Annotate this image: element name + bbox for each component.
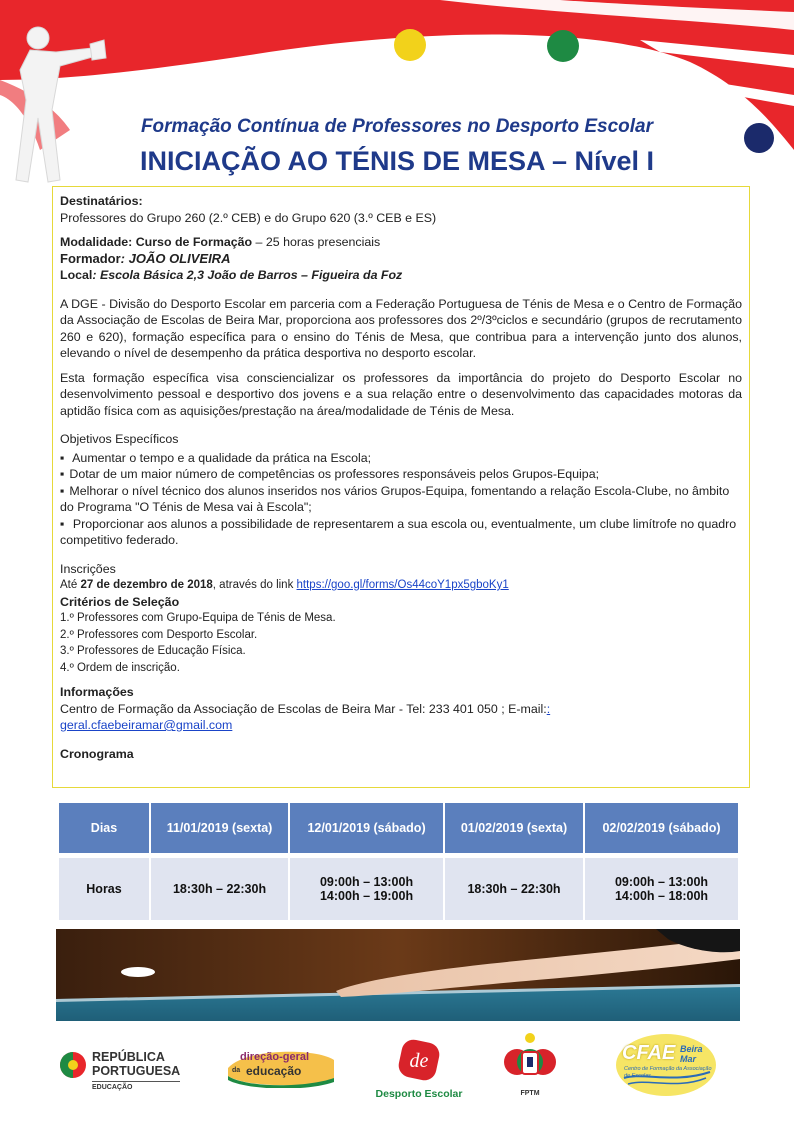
time-range: 09:00h – 13:00h <box>614 875 709 889</box>
dge-line1: direção-geral <box>240 1051 310 1063</box>
table-header: 01/02/2019 (sexta) <box>445 803 583 853</box>
formador-label: Formador <box>60 250 121 266</box>
time-range: 18:30h – 22:30h <box>172 882 267 896</box>
time-range: 14:00h – 18:00h <box>614 889 709 903</box>
fptm-crest-icon <box>502 1032 558 1090</box>
info-box <box>52 186 750 788</box>
table-cell <box>151 858 288 920</box>
table-tennis-photo <box>56 929 740 1021</box>
informacoes-email[interactable]: geral.cfaebeiramar@gmail.com <box>60 718 233 732</box>
fptm-text: FPTM <box>520 1090 540 1097</box>
local-text: : Escola Básica 2,3 João de Barros – Figueira da Foz <box>92 268 403 282</box>
fptm-logo <box>500 1032 560 1104</box>
list-item: ▪ Dotar de um maior número de competências os professores responsáveis pelos Grupos-Equipa; <box>60 466 742 483</box>
table-header-row <box>59 803 738 853</box>
informacoes-text: Centro de Formação da Associação de Escolas de Beira Mar - Tel: 233 401 050 ; E-mail: <box>60 701 547 716</box>
informacoes-colon[interactable]: : <box>546 701 551 716</box>
desporto-mark-text: de <box>409 1050 429 1072</box>
objetivos-title: Objetivos Específicos <box>60 432 179 446</box>
inscricoes-pre: Até <box>60 579 81 591</box>
list-item: 4.º Ordem de inscrição. <box>60 661 180 674</box>
inscricoes-title: Inscrições <box>60 561 116 576</box>
dge-line2: da <box>232 1067 241 1074</box>
republica-line3: EDUCAÇÃO <box>92 1081 180 1091</box>
table-header: Dias <box>59 803 149 853</box>
table-cell <box>445 858 583 920</box>
schedule-table <box>57 803 740 920</box>
course-subtitle: Formação Contínua de Professores no Desporto Escolar <box>140 116 654 137</box>
destinatarios-label: Destinatários: <box>60 194 143 208</box>
modalidade-line <box>60 234 742 251</box>
table-row <box>59 858 738 920</box>
table-cell <box>585 858 738 920</box>
row-label: Horas <box>59 858 149 920</box>
paragraph-1: A DGE - Divisão do Desporto Escolar em parceria com a Federação Portuguesa de Ténis de Mesa e o Centro de Formação da Associação de Escolas de Beira Mar, proporciona aos professores dos 2º/3ºciclos e secundário (grupos de recrutamento 260 e 620), formação específica para o ensino do Ténis de Mesa, que contribua para a intervenção junto dos alunos, elevando o nível de desempenho da prática desportiva no desporto escolar. <box>60 296 742 360</box>
inscricoes-line <box>60 577 742 594</box>
desporto-escolar-mark-icon <box>397 1038 441 1082</box>
local-label: Local <box>60 268 93 282</box>
cfae-desc: Centro de Formação da Associação de Escolas <box>624 1066 712 1079</box>
inscricoes-link[interactable]: https://goo.gl/forms/Os44coY1px5gboKy1 <box>296 579 509 591</box>
logos-row <box>56 1030 740 1110</box>
destinatarios-text: Professores do Grupo 260 (2.º CEB) e do Grupo 620 (3.º CEB e ES) <box>60 210 437 225</box>
list-item: ▪ Aumentar o tempo e a qualidade da prática na Escola; <box>60 450 742 467</box>
formador-line <box>60 251 742 268</box>
inscricoes-date: 27 de dezembro de 2018 <box>80 579 213 591</box>
informacoes-line <box>60 701 742 718</box>
cfae-sub: Beira Mar <box>680 1044 703 1064</box>
cfae-logo <box>614 1032 718 1098</box>
time-range: 18:30h – 22:30h <box>467 882 561 896</box>
time-range: 09:00h – 13:00h <box>319 875 414 889</box>
paragraph-2: Esta formação específica visa consciencializar os professores da importância do projeto do Desporto Escolar no desenvolvimento pessoal e desportivo dos jovens e a sua relação entre o desenvolvimento das capacidades motoras da aptidão física com as aquisições/prestação na área/modalidade de Ténis de Mesa. <box>60 370 742 418</box>
republica-line1: REPÚBLICA <box>92 1050 165 1064</box>
course-title: INICIAÇÃO AO TÉNIS DE MESA – Nível I <box>139 146 655 176</box>
criterios-list <box>60 610 742 676</box>
list-item: 3.º Professores de Educação Física. <box>60 645 246 657</box>
objetivos-list <box>60 450 742 549</box>
informacoes-title: Informações <box>60 685 134 699</box>
dge-logo <box>226 1048 336 1088</box>
time-range: 14:00h – 19:00h <box>319 889 414 903</box>
local-line <box>60 267 742 284</box>
green-dot <box>547 30 579 62</box>
cronograma-title: Cronograma <box>60 746 134 761</box>
criterios-title: Critérios de Seleção <box>60 594 180 609</box>
inscricoes-mid: , através do link <box>212 579 297 591</box>
table-cell <box>290 858 443 920</box>
republica-portuguesa-logo <box>60 1048 190 1098</box>
dge-line3: educação <box>246 1064 302 1078</box>
table-header: 11/01/2019 (sexta) <box>151 803 288 853</box>
desporto-escolar-logo <box>364 1030 474 1102</box>
list-item: 2.º Professores com Desporto Escolar. <box>60 628 258 641</box>
portugal-shield-icon <box>60 1050 86 1080</box>
formador-name: : JOÃO OLIVEIRA <box>120 250 231 266</box>
yellow-dot <box>394 29 426 61</box>
cfae-main: CFAE <box>622 1042 676 1064</box>
table-header: 12/01/2019 (sábado) <box>290 803 443 853</box>
ball-icon <box>121 967 155 977</box>
list-item: ▪ Proporcionar aos alunos a possibilidade de representarem a sua escola ou, eventualmente, um clube limítrofe no quadro competitivo federado. <box>60 516 742 549</box>
list-item: ▪ Melhorar o nível técnico dos alunos inseridos nos vários Grupos-Equipa, fomentando a relação Escola-Clube, no âmbito do Programa "O Ténis de Mesa vai à Escola"; <box>60 483 742 516</box>
modalidade-text: – 25 horas presenciais <box>252 235 381 249</box>
table-header: 02/02/2019 (sábado) <box>585 803 738 853</box>
modalidade-label: Modalidade: Curso de Formação <box>60 235 253 249</box>
list-item: 1.º Professores com Grupo-Equipa de Ténis de Mesa. <box>60 612 336 624</box>
desporto-escolar-text: Desporto Escolar <box>375 1088 463 1100</box>
republica-line2: PORTUGUESA <box>92 1064 181 1078</box>
